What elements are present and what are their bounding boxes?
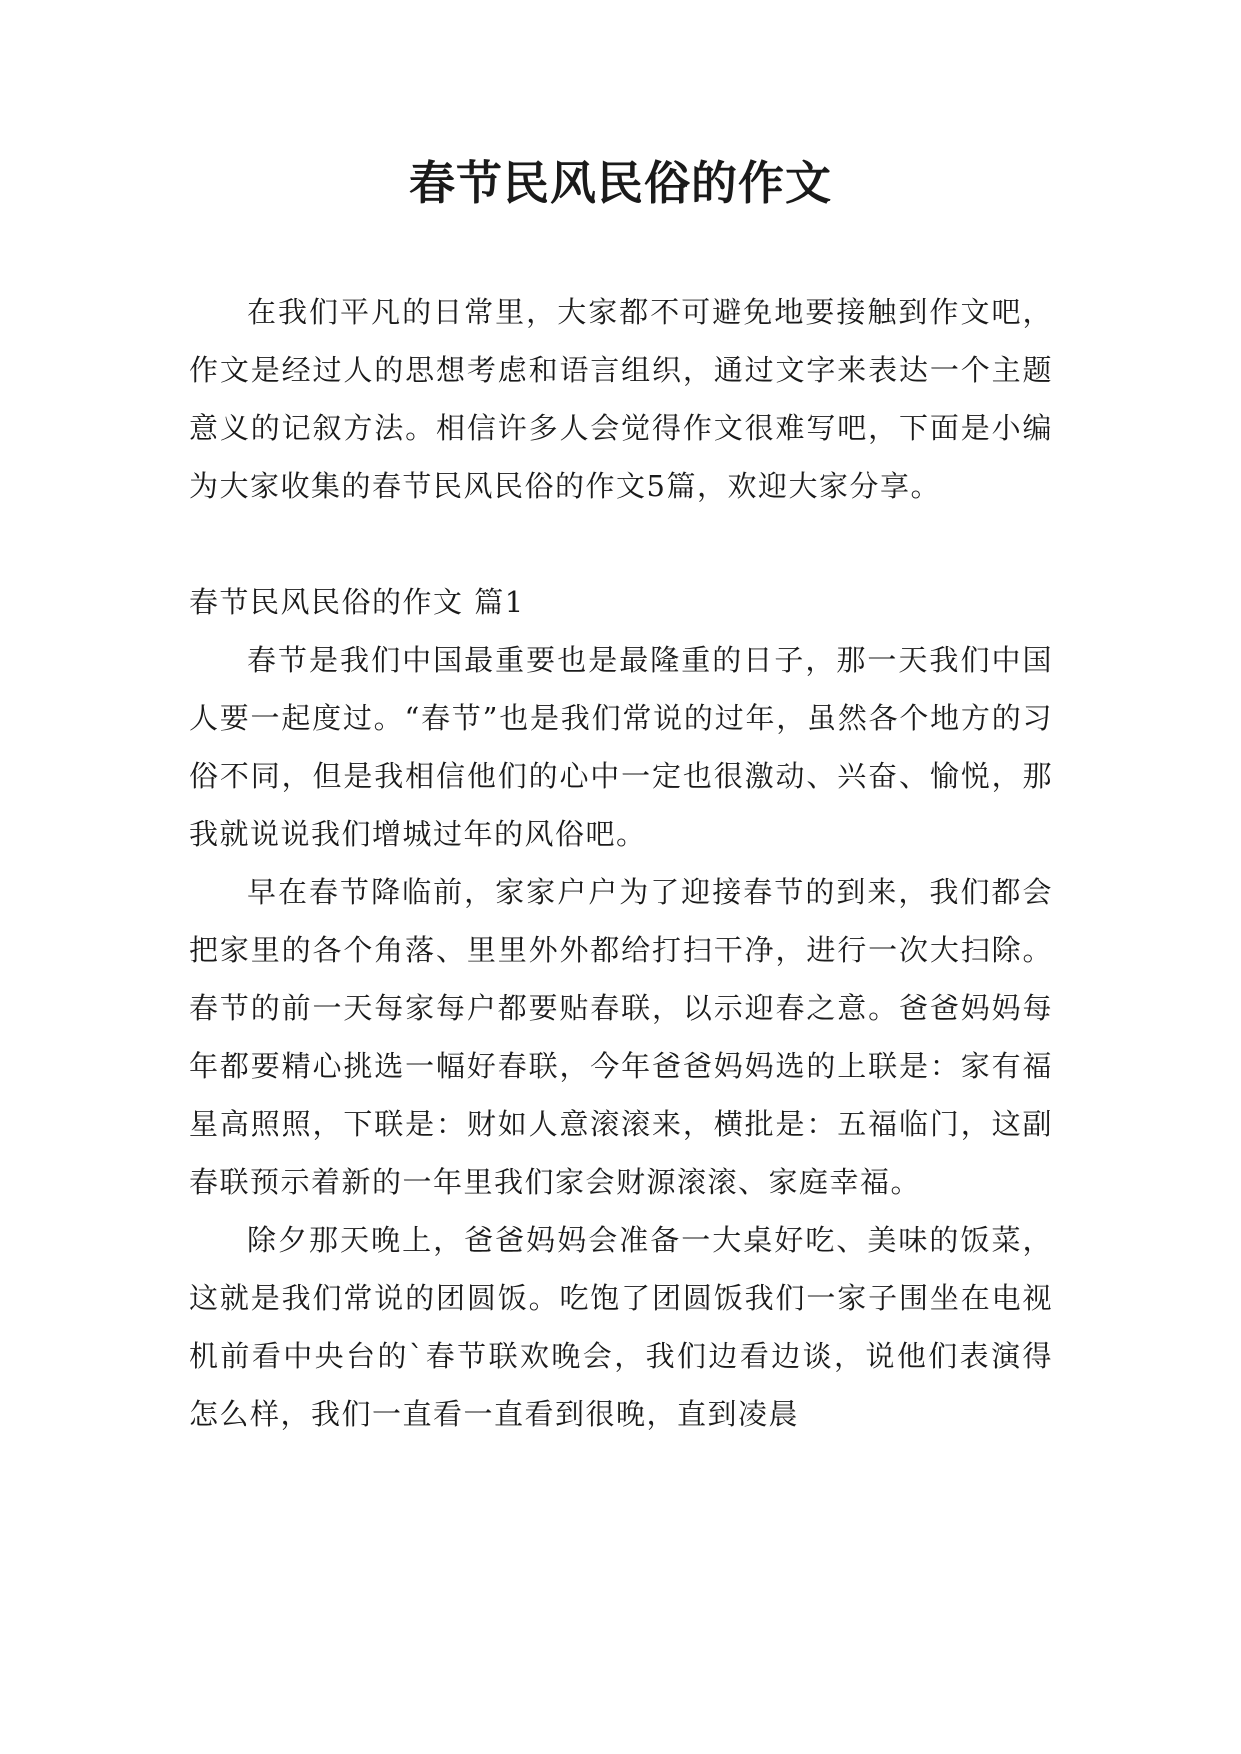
- body-paragraph: 春节是我们中国最重要也是最隆重的日子，那一天我们中国人要一起度过。“春节”也是我们常说的过年，虽然各个地方的习俗不同，但是我相信他们的心中一定也很激动、兴奋、愉悦，那我就说说我们增城过年的风俗吧。: [189, 643, 1053, 851]
- intro-paragraph: 在我们平凡的日常里，大家都不可避免地要接触到作文吧，作文是经过人的思想考虑和语言组织，通过文字来表达一个主题意义的记叙方法。相信许多人会觉得作文很难写吧，下面是小编为大家收集的春节民风民俗的作文5篇，欢迎大家分享。: [189, 295, 1053, 503]
- document-body: [189, 283, 1053, 1443]
- body-paragraph: 除夕那天晚上，爸爸妈妈会准备一大桌好吃、美味的饭菜，这就是我们常说的团圆饭。吃饱了团圆饭我们一家子围坐在电视机前看中央台的`春节联欢晚会，我们边看边谈，说他们表演得怎么样，我们一直看一直看到很晚，直到凌晨: [189, 1223, 1053, 1431]
- section-heading: 春节民风民俗的作文 篇1: [189, 585, 525, 619]
- body-paragraph: 早在春节降临前，家家户户为了迎接春节的到来，我们都会把家里的各个角落、里里外外都给打扫干净，进行一次大扫除。春节的前一天每家每户都要贴春联，以示迎春之意。爸爸妈妈每年都要精心挑选一幅好春联，今年爸爸妈妈选的上联是：家有福星高照照，下联是：财如人意滚滚来，横批是：五福临门，这副春联预示着新的一年里我们家会财源滚滚、家庭幸福。: [189, 875, 1053, 1199]
- document-title: 春节民风民俗的作文: [409, 156, 832, 210]
